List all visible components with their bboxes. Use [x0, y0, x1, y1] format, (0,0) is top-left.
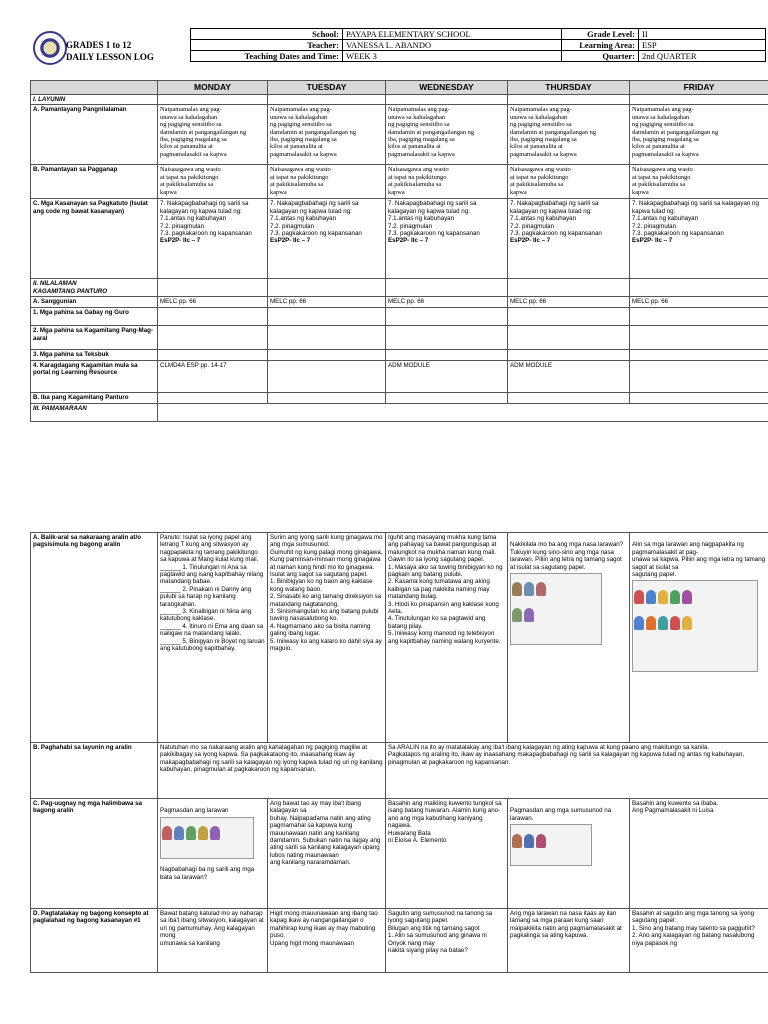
row-label-kagamitang-pang-mag-aaral: 2. Mga pahina sa Kagamitang Pang-Mag-aaral: [31, 326, 158, 350]
cell-a-wed: Naipamamalas ang pag- unawa sa kahalagahan ng pagiging sensitibo sa damdamin at pangangailangan ng iba, pagiging magalang sa kilos at pananalita at pagmamalasakit sa kapwa: [386, 105, 508, 165]
balik-aral-fri-text: Alin sa mga larawan ang nagpapakita ng pagmamalasakit at pag- unawa sa kapwa. Piliin ang mga letra ng tamang sagot at isulat sa sagutang papel.: [632, 541, 766, 579]
dll-header: [30, 28, 768, 66]
school-value: PAYAPA ELEMENTARY SCHOOL: [343, 29, 562, 40]
grade-label: Grade Level:: [562, 29, 639, 40]
day-friday: FRIDAY: [630, 81, 768, 95]
cell-karagdagan-thu: ADM MODULE: [508, 360, 630, 392]
cell-pag-uugnay-wed: Basahin ang maikling kuwento tungkol sa isang batang huwaran. Alamin kung ano-ano ang mga kabutihang kaniyang nagawa. Huwarang Bata ni Eloise A. Elemento: [386, 799, 508, 909]
cell-b-tue: Naisasagawa ang wasto at tapat na pakikitungo at pakikisalamuha sa kapwa: [268, 165, 386, 199]
cell-a-fri: Naipamamalas ang pag- unawa sa kahalagahan ng pagiging sensitibo sa damdamin at pangangailangan ng iba, pagiging magalang sa kilos at pananalita at pagmamalasakit sa kapwa: [630, 105, 768, 165]
pag-uugnay-thu-text: Pagmasdan ang mga sumusunod na larawan.: [510, 807, 612, 822]
school-label: School:: [191, 29, 343, 40]
dates-label: Teaching Dates and Time:: [191, 51, 343, 62]
cell-balik-aral-fri: [630, 533, 768, 743]
cell-paghahabi-right: Sa ARALIN na ito ay matatalakay ang iba't ibang kalagayan ng ating kapuwa at kung paano ang makitungo sa kanila. Pagkatapos ng araling ito, ikaw ay inaasahang makapagbabahagi ng sarili sa kalagayan ng kapuwa tulad ng antas ng kabuhayan, pinagmulan at pagkakaroon ng kapansanan.: [386, 743, 768, 799]
children-helping-illustration: [632, 580, 758, 672]
cell-b-fri: Naisasagawa ang wasto at tapat na pakikitungo at pakikisalamuha sa kapwa: [630, 165, 768, 199]
kasanayan-code: EsP2P- IIc – 7: [270, 237, 311, 245]
row-label-pagtatalakay: D. Pagtatalakay ng bagong konsepto at paglalahad ng bagong kasanayan #1: [31, 909, 158, 973]
cell-sanggunian-tue: MELC pp. 66: [268, 297, 386, 308]
section-layunin: I. LAYUNIN: [31, 95, 158, 105]
header-info-table: [190, 28, 766, 62]
deped-seal-icon: [33, 31, 67, 65]
row-label-paghahabi: B. Paghahabi sa layunin ng aralin: [31, 743, 158, 799]
cell-karagdagan-wed: ADM MODULE: [386, 360, 508, 392]
teacher-value: VANESSA L. ABANDO: [343, 40, 562, 51]
balik-aral-thu-text: Nakikilala mo ba ang mga nasa larawan? Tukuyin kung sino-sino ang mga nasa larawan. Piliin ang letra ng tamang sagot at isulat sa sagutang papel.: [510, 541, 624, 571]
cell-b-thu: Naisasagawa ang wasto at tapat na pakikitungo at pakikisalamuha sa kapwa: [508, 165, 630, 199]
row-label-sanggunian: A. Sanggunian: [31, 297, 158, 308]
cell-c-fri: [630, 199, 768, 279]
cell-balik-aral-wed: Iguhit ang masayang mukha kung tama ang pahayag sa bawat pangungusap at malungkot na mukha naman kung mali. Gawin ito sa iyong sagutang papel. 1. Masaya ako sa tuwing binibigyan ko ng pagkain ang batang pulubi. 2. Kasama kong tumatawa ang aking kaibigan sa pag nakikita naming may matandang bulag. 3. Hindi ko pinapansin ang kaklase kong Aeta. 4. Tinutulungan ko sa pagtawid ang batang pilay. 5. Iniiwasy kong manood ng telebisyon ang kapitbahay naming walang kuryente.: [386, 533, 508, 743]
cell-sanggunian-wed: MELC pp. 66: [386, 297, 508, 308]
cell-pagtatalakay-wed: Sagutin ang sumusunod na tanong sa iyong sagutang papel. Bilugan ang titik ng tamang sagot 1. Alin sa sumusunod ang ginawa ni Onyok nang may nakita siyang pilay na batae?: [386, 909, 508, 973]
kasanayan-text: 7. Nakapagbabahagi ng sarili sa kalagayan ng kapwa tulad ng: 7.1.antas ng kabuhayan 7.2. pinagmulan 7.3. pagkakaroon ng kapansanan: [388, 200, 480, 238]
cell-sanggunian-mon: MELC pp. 66: [158, 297, 268, 308]
cell-a-thu: Naipamamalas ang pag- unawa sa kahalagahan ng pagiging sensitibo sa damdamin at pangangailangan ng iba, pagiging magalang sa kilos at pananalita at pagmamalasakit sa kapwa: [508, 105, 630, 165]
children-group-illustration: [160, 817, 254, 859]
row-label-pag-uugnay: C. Pag-uugnay ng mga halimbawa sa bagong aralin: [31, 799, 158, 909]
cell-pagtatalakay-tue: Higit mong mauunawaan ang ibang tao kapag ikaw ay nangangailangan o mahihirap kung ikaw ay may mabuting puso. Upang higit mong maunawaan: [268, 909, 386, 973]
row-label-mga-kasanayan: C. Mga Kasanayan sa Pagkatuto (Isulat ang code ng bawat kasanayan): [31, 199, 158, 279]
people-illustration: [510, 573, 602, 645]
cell-paghahabi-left: Natutuhan mo sa nakaraang aralin ang kahalagahan ng pagiging magiliw at pakikibagay sa iyong kapwa. Sa pagkakataong ito, inaasahang ikaw ay makapagbabahagi ng sarili sa kalagayan ng iyong kapwa tulad ng uri ng kanilang kabuhayan, pinagmulan at pagkakaroon ng kapansanan.: [158, 743, 386, 799]
cell-pagtatalakay-thu: Ang mga larawan na nasa itaas ay ilan lamang sa mga paraan kung saan maipakikita natin ang pagmamalasakit at pagkalinga sa ating kapuwa.: [508, 909, 630, 973]
row-label-balik-aral: A. Balik-aral sa nakaraang aralin at/o pagsisimula ng bagong aralin: [31, 533, 158, 743]
cell-sanggunian-fri: MELC pp. 66: [630, 297, 768, 308]
cell-balik-aral-tue: Suriin ang iyong sarili kung ginagawa mo ang mga sumusunod. Gumuhit ng kung palagi mong ginagawa, Kung paminsan-minsan mong ginagawa at naman kung hindi mo ito ginagawa. Isulat ang sagot sa sagutang papel. 1. Binibigyan ko ng baon ang kaklase kong walang baon. 2. Sinasabi ko ang tamang direksiyon sa matandang nagtatanong. 3. Sinisimangutan ko ang batang pulubi tuwing nasasalubong ko. 4. Nagmamano ako sa bisita naming galing ibang lugar. 5. Iniiwasy ko ang kalaro ko dahil siya ay maguio.: [268, 533, 386, 743]
row-label-karagdagang-kagamitan: 4. Karagdagang Kagamitan mula sa portal ng Learning Resource: [31, 360, 158, 392]
cell-sanggunian-thu: MELC pp. 66: [508, 297, 630, 308]
cell-a-mon: Naipamamalas ang pag- unawa sa kahalagahan ng pagiging sensitibo sa damdamin at pangangailangan ng iba, pagiging magalang sa kilos at pananalita at pagmamalasakit sa kapwa: [158, 105, 268, 165]
quarter-value: 2nd QUARTER: [639, 51, 766, 62]
pag-uugnay-mon-question: Nagbabahagi ba ng sarili ang mga bata sa larawan?: [160, 866, 255, 881]
day-tuesday: TUESDAY: [268, 81, 386, 95]
cell-pag-uugnay-tue: Ang bawat tao ay may iba't ibang kalagayan sa buhay. Naipapadama natin ang ating pagmamahal sa kapuwa kung mauunawaan natin ang kanilang damdamin. Subukan natin na ilagay ang ating sarili sa kanilang kalagayan upang lubos nating maunawaan ang kanilang nararamdaman.: [268, 799, 386, 909]
cell-b-mon: Naisasagawa ang wasto at tapat na pakikitungo at pakikisalamuha sa kapwa: [158, 165, 268, 199]
corner-cell: [31, 81, 158, 95]
header-title: GRADES 1 to 12: [66, 40, 132, 50]
kasanayan-text: 7. Nakapagbabahagi ng sarili sa kalagayan ng kapwa tulad ng: 7.1.antas ng kabuhayan 7.2. pinagmulan 7.3. pagkakaroon ng kapansanan: [160, 200, 252, 238]
cell-c-mon: [158, 199, 268, 279]
kasanayan-code: EsP2P- IIc – 7: [160, 237, 201, 245]
header-subtitle: DAILY LESSON LOG: [66, 52, 154, 62]
cell-c-wed: [386, 199, 508, 279]
dates-value: WEEK 3: [343, 51, 562, 62]
row-label-gabay-ng-guro: 1. Mga pahina sa Gabay ng Guro: [31, 308, 158, 326]
cell-balik-aral-mon: Panuto: Isulat sa iyong papel ang letrang T kung ang sitwasyon ay nagpapakita ng tamang pakikitungo sa kapuwa at Mang kulat kung mali. ______ 1. Tinulungan ni Ana sa pagtawid ang isang kapitbahay nilang matandang babae. ______ 2. Pinakain ni Danny ang pulubi sa harap ng kanilang tarangkahan. ______ 3. Kinaibigan ni Nina ang katutubong kaklase. ______ 4. Itinuro ni Ema ang daan sa nailigaw na matandang lalaki. ______ 5. Binigyan ni Boyet ng laruan ang katutubong kapitbahay.: [158, 533, 268, 743]
kasanayan-text: 7. Nakapagbabahagi ng sarili sa kalagayan ng kapwa tulad ng: 7.1.antas ng kabuhayan 7.2. pinagmulan 7.3. pagkakaroon ng kapansanan: [510, 200, 602, 238]
quarter-label: Quarter:: [562, 51, 639, 62]
cell-pag-uugnay-mon: [158, 799, 268, 909]
nilalaman-label: II. NILALAMAN: [33, 280, 77, 288]
top-lesson-table: [30, 80, 768, 422]
row-label-pamantayan-sa-pagganap: B. Pamantayan sa Pagganap: [31, 165, 158, 199]
teacher-label: Teacher:: [191, 40, 343, 51]
kasanayan-code: EsP2P- IIc – 7: [388, 237, 429, 245]
pag-uugnay-mon-text: Pagmasdan ang larawan: [160, 807, 229, 815]
cell-c-tue: [268, 199, 386, 279]
row-label-iba-pang-kagamitan: B. Iba pang Kagamitang Panturo: [31, 392, 158, 403]
section-pamamaraan: III. PAMAMARAAN: [31, 403, 158, 421]
section-nilalaman: [31, 279, 158, 297]
bottom-lesson-table: [30, 532, 768, 973]
cell-karagdagan-mon: CLMD4A ESP pp. 14-17: [158, 360, 268, 392]
row-label-pamantayang-pangnilalaman: A. Pamantayang Pangnilalaman: [31, 105, 158, 165]
day-thursday: THURSDAY: [508, 81, 630, 95]
cell-pagtatalakay-fri: Basahin at sagutin ang mga tanong sa iyong sagutang papel: 1. Sino ang batang may talento sa pagguhit? 2. Ano ang kalagayan ng batang nasalubong niya papasok ng: [630, 909, 768, 973]
cell-pagtatalakay-mon: Bawat batang katulad mo ay naharap sa iba't ibang sitwasyon, kalagayan at uri ng pamumuhay. Ang kalagayan mong umunawa sa kanilang: [158, 909, 268, 973]
row-label-teksbuk: 3. Mga pahina sa Teksbuk: [31, 350, 158, 360]
kasanayan-code: EsP2P- IIc – 7: [510, 237, 551, 245]
kasanayan-text: 7. Nakapagbabahagi ng sarili sa kalagayan ng kapwa tulad ng: 7.1.antas ng kabuhayan 7.2. pinagmulan 7.3. pagkakaroon ng kapansanan: [632, 200, 759, 238]
cell-c-thu: [508, 199, 630, 279]
cell-b-wed: Naisasagawa ang wasto at tapat na pakikitungo at pakikisalamuha sa kapwa: [386, 165, 508, 199]
cell-pag-uugnay-thu: [508, 799, 630, 909]
area-label: Learning Area:: [562, 40, 639, 51]
cell-pag-uugnay-fri: Basahin ang kuwento sa ibaba. Ang Pagmamalasakit ni Luisa: [630, 799, 768, 909]
kagamitan-label: KAGAMITANG PANTURO: [33, 287, 108, 295]
day-wednesday: WEDNESDAY: [386, 81, 508, 95]
cell-a-tue: Naipamamalas ang pag- unawa sa kahalagahan ng pagiging sensitibo sa damdamin at pangangailangan ng iba, pagiging magalang sa kilos at pananalita at pagmamalasakit sa kapwa: [268, 105, 386, 165]
grade-value: II: [639, 29, 766, 40]
kids-illustration: [510, 824, 592, 866]
area-value: ESP: [639, 40, 766, 51]
kasanayan-text: 7. Nakapagbabahagi ng sarili sa kalagayan ng kapwa tulad ng: 7.1.antas ng kabuhayan 7.2. pinagmulan 7.3. pagkakaroon ng kapansanan: [270, 200, 362, 238]
day-monday: MONDAY: [158, 81, 268, 95]
cell-balik-aral-thu: [508, 533, 630, 743]
kasanayan-code: EsP2P- IIc – 7: [632, 237, 673, 245]
